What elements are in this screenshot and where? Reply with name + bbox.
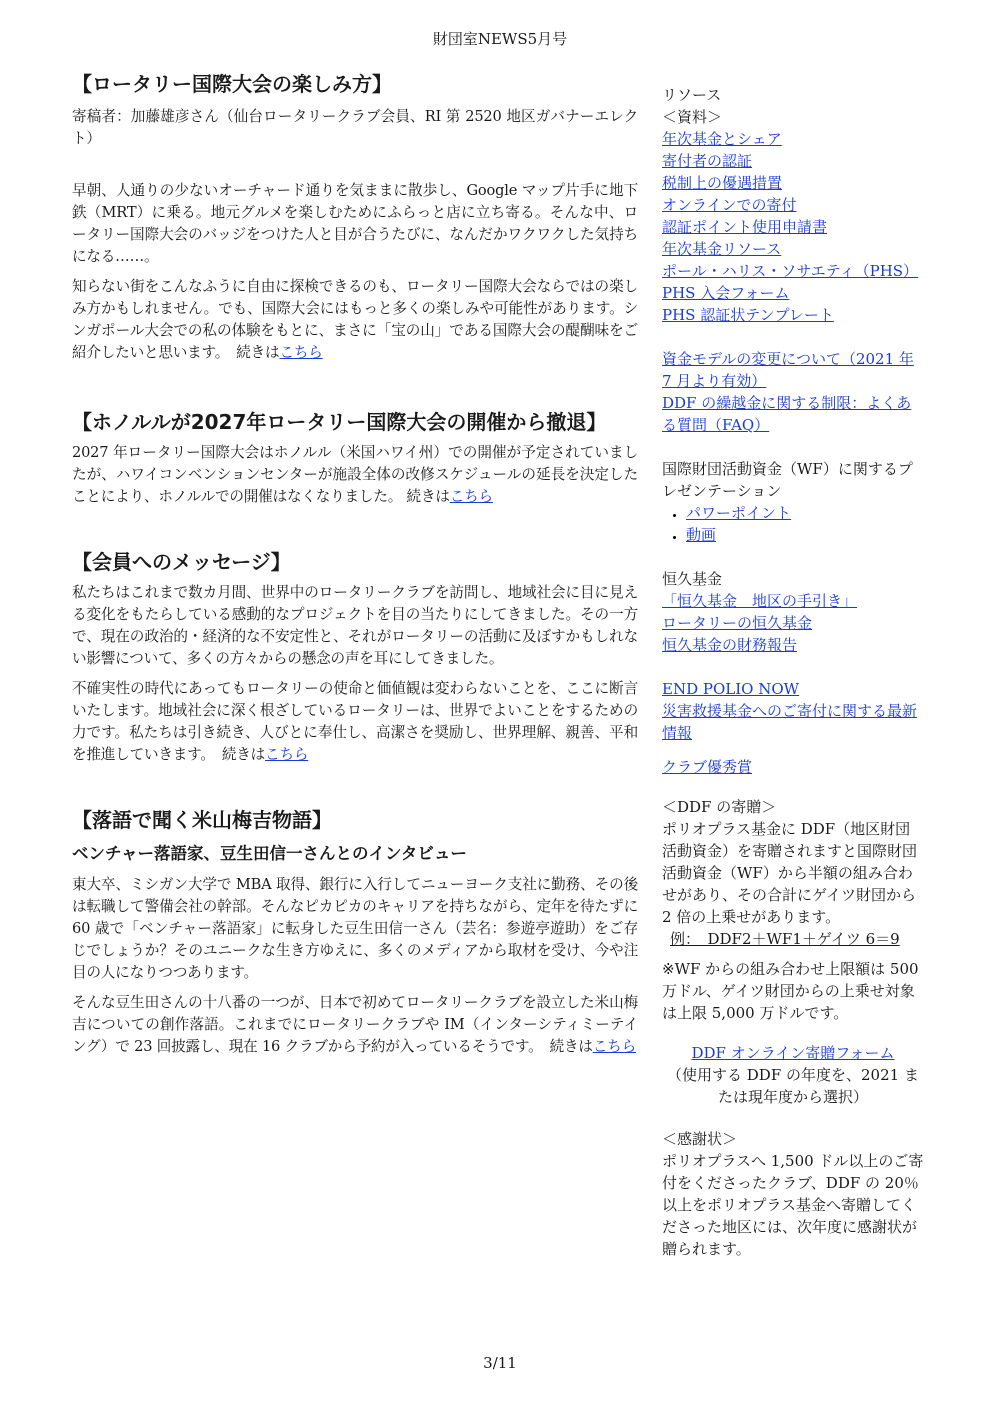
page-number: 3/11 bbox=[483, 1354, 517, 1372]
article-heading: 【会員へのメッセージ】 bbox=[72, 550, 291, 574]
ddf-title: ＜DDF の寄贈＞ bbox=[662, 798, 777, 816]
sidebar bbox=[662, 84, 924, 1260]
article-paragraph: 知らない街をこんなふうに自由に探検できるのも、ロータリー国際大会ならではの楽しみ方かもしれません。でも、国際大会にはもっと多くの楽しみや可能性があります。シンガポール大会での私の体験をもとに、まさに「宝の山」である国際大会の醍醐味をご紹介したいと思います。 続きはこちら bbox=[72, 278, 638, 361]
read-more-link[interactable]: こちら bbox=[279, 344, 323, 361]
disaster-relief-link[interactable]: 災害救援基金へのご寄付に関する最新情報 bbox=[662, 702, 918, 742]
wf-presentation-list bbox=[662, 502, 924, 546]
ddf-form-note: （使用する DDF の年度を、2021 または現年度から選択） bbox=[667, 1066, 919, 1106]
ddf-example: 例： DDF2＋WF1＋ゲイツ 6＝9 bbox=[670, 930, 900, 948]
resources-title: リソース bbox=[662, 86, 722, 104]
article-rakugo bbox=[72, 806, 638, 1058]
article-paragraph: 不確実性の時代にあってもロータリーの使命と価値観は変わらないことを、ここに断言いたします。地域社会に深く根ざしているロータリーは、世界でよいことをするための力です。私たちは引き続き、人びとに奉仕し、高潔さを奨励し、世界理解、親善、平和を推進していきます。 続きはこちら bbox=[72, 680, 638, 763]
ddf-online-form-link[interactable]: DDF オンライン寄贈フォーム bbox=[691, 1044, 895, 1062]
resource-link[interactable]: 寄付者の認証 bbox=[662, 152, 753, 170]
article-heading: 【落語で聞く米山梅吉物語】 bbox=[72, 808, 332, 832]
article-paragraph: 2027 年ロータリー国際大会はホノルル（米国ハワイ州）での開催が予定されていましたが、ハワイコンベンションセンターが施設全体の改修スケジュールの延長を決定したことにより、ホノルルでの開催はなくなりました。 続きはこちら bbox=[72, 444, 638, 505]
article-member-message bbox=[72, 548, 638, 766]
resource-link[interactable]: 年次基金とシェア bbox=[662, 130, 782, 148]
article-paragraph: そんな豆生田さんの十八番の一つが、日本で初めてロータリークラブを設立した米山梅吉についての創作落語。これまでにロータリークラブや IM（インターシティミーテイング）で 23 回披露し、現在 16 クラブから予約が入っているそうです。 続きはこちら bbox=[72, 994, 638, 1055]
resource-link[interactable]: PHS 入会フォーム bbox=[662, 284, 790, 302]
read-more-link[interactable]: こちら bbox=[449, 488, 493, 505]
end-polio-now-link[interactable]: END POLIO NOW bbox=[662, 680, 800, 698]
article-subheading: ベンチャー落語家、豆生田信一さんとのインタビュー bbox=[72, 844, 467, 863]
article-honolulu bbox=[72, 408, 638, 508]
read-more-link[interactable]: こちら bbox=[592, 1038, 636, 1055]
certificate-description: ポリオプラスへ 1,500 ドル以上のご寄付をくださったクラブ、DDF の 20％以上をポリオプラス基金へ寄贈してくださった地区には、次年度に感謝状が贈られます。 bbox=[662, 1152, 924, 1258]
powerpoint-link[interactable]: パワーポイント bbox=[686, 504, 792, 522]
certificate-title: ＜感謝状＞ bbox=[662, 1130, 738, 1148]
page-header: 財団室NEWS5月号 bbox=[432, 30, 568, 48]
article-heading: 【ホノルルが2027年ロータリー国際大会の開催から撤退】 bbox=[72, 410, 607, 434]
article-paragraph: 私たちはこれまで数カ月間、世界中のロータリークラブを訪問し、地域社会に目に見える変化をもたらしている感動的なプロジェクトを目の当たりにしてきました。その一方で、現在の政治的・経済的な不安定性と、それがロータリーの活動に及ぼすかもしれない影響について、多くの方々からの懸念の声を耳にしてきました。 bbox=[72, 584, 638, 667]
resource-link[interactable]: オンラインでの寄付 bbox=[662, 196, 797, 214]
ddf-faq-link[interactable]: DDF の繰越金に関する制限：よくある質問（FAQ） bbox=[662, 394, 912, 434]
main-column bbox=[72, 70, 638, 1058]
list-item bbox=[686, 524, 924, 546]
article-paragraph: 東大卒、ミシガン大学で MBA 取得、銀行に入行してニューヨーク支社に勤務、その後は転職して警備会社の幹部。そんなピカピカのキャリアを持ちながら、定年を待たずに 60 歳で「ベンチャー落語家」に転身した豆生田信一さん（芸名：参遊亭遊助）をご存じでしょうか？そのユニークな生き方ゆえに、多くのメディアから取材を受け、今や注目の人になりつつあります。 bbox=[72, 876, 638, 981]
funding-model-link[interactable]: 資金モデルの変更について（2021 年 7 月より有効） bbox=[662, 350, 914, 390]
resource-link[interactable]: ポール・ハリス・ソサエティ（PHS） bbox=[662, 262, 919, 280]
article-byline: 寄稿者：加藤雄彦さん（仙台ロータリークラブ会員、RI 第 2520 地区ガバナーエレクト） bbox=[72, 108, 638, 147]
read-more-link[interactable]: こちら bbox=[265, 746, 309, 763]
video-link[interactable]: 動画 bbox=[686, 526, 717, 544]
endowment-link[interactable]: 「恒久基金 地区の手引き」 bbox=[662, 592, 858, 610]
article-paragraph: 早朝、人通りの少ないオーチャード通りを気ままに散歩し、Google マップ片手に地下鉄（MRT）に乗る。地元グルメを楽しむためにふらっと店に立ち寄る。そんな中、ロータリー国際大会のバッジをつけた人と目が合うたびに、なんだかワクワクした気持ちになる……。 bbox=[72, 182, 638, 265]
endowment-link[interactable]: 恒久基金の財務報告 bbox=[662, 636, 798, 654]
endowment-title: 恒久基金 bbox=[662, 570, 723, 588]
endowment-link[interactable]: ロータリーの恒久基金 bbox=[662, 614, 813, 632]
club-award-link[interactable]: クラブ優秀賞 bbox=[662, 758, 753, 776]
wf-presentation-title: 国際財団活動資金（WF）に関するプレゼンテーション bbox=[662, 460, 913, 500]
article-convention-enjoyment bbox=[72, 70, 638, 364]
materials-title: ＜資料＞ bbox=[662, 108, 723, 126]
resource-link[interactable]: 年次基金リソース bbox=[662, 240, 782, 258]
resource-link[interactable]: 認証ポイント使用申請書 bbox=[662, 218, 828, 236]
resource-link[interactable]: PHS 認証状テンプレート bbox=[662, 306, 834, 324]
ddf-description: ポリオプラス基金に DDF（地区財団活動資金）を寄贈されますと国際財団活動資金（WF）から半額の組み合わせがあり、その合計にゲイツ財団から 2 倍の上乗せがあります。 bbox=[662, 820, 918, 926]
list-item bbox=[686, 502, 924, 524]
resource-link[interactable]: 税制上の優遇措置 bbox=[662, 174, 783, 192]
article-heading: 【ロータリー国際大会の楽しみ方】 bbox=[72, 72, 392, 96]
ddf-note: ※WF からの組み合わせ上限額は 500 万ドル、ゲイツ財団からの上乗せ対象は上限 5,000 万ドルです。 bbox=[662, 960, 919, 1022]
